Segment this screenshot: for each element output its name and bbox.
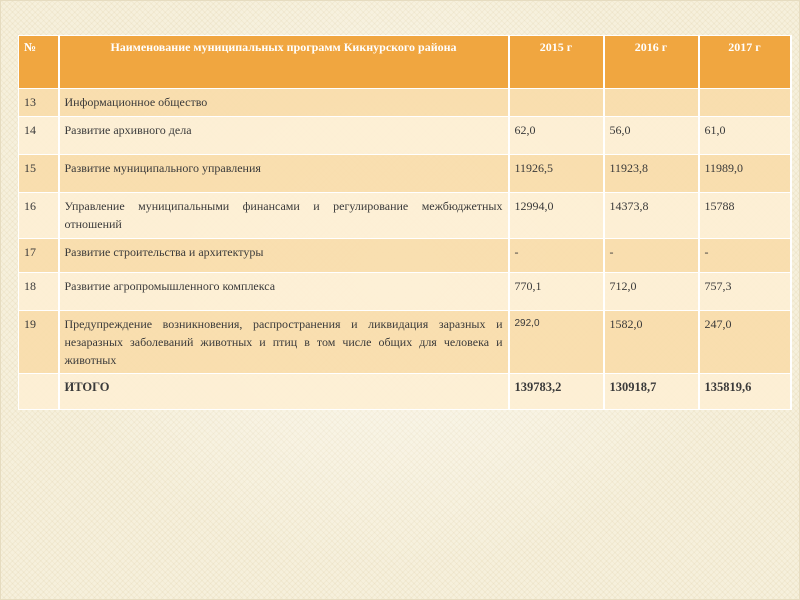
value-2015: 62,0	[509, 117, 604, 155]
value-2015: -	[509, 239, 604, 273]
program-name: Развитие агропромышленного комплекса	[59, 273, 509, 311]
total-2017: 135819,6	[699, 374, 791, 410]
value-2016	[604, 89, 699, 117]
total-label: ИТОГО	[59, 374, 509, 410]
value-2016: 11923,8	[604, 155, 699, 193]
value-2015: 11926,5	[509, 155, 604, 193]
value-2015: 12994,0	[509, 193, 604, 239]
table-row	[19, 89, 791, 117]
program-name: Развитие строительства и архитектуры	[59, 239, 509, 273]
table-row	[19, 273, 791, 311]
program-name: Предупреждение возникновения, распространения и ликвидация заразных и незаразных заболеваний животных и птиц в том числе общих для человека и животных	[59, 311, 509, 374]
value-2017: 247,0	[699, 311, 791, 374]
row-number: 13	[19, 89, 59, 117]
row-number: 14	[19, 117, 59, 155]
table-row	[19, 117, 791, 155]
total-2015: 139783,2	[509, 374, 604, 410]
row-number: 18	[19, 273, 59, 311]
table-row	[19, 311, 791, 374]
row-number: 15	[19, 155, 59, 193]
row-number: 17	[19, 239, 59, 273]
program-name: Развитие архивного дела	[59, 117, 509, 155]
value-2017: 11989,0	[699, 155, 791, 193]
row-number: 16	[19, 193, 59, 239]
value-2016: 1582,0	[604, 311, 699, 374]
program-name: Информационное общество	[59, 89, 509, 117]
table-header-row	[19, 36, 791, 89]
value-2017: -	[699, 239, 791, 273]
value-2016: 712,0	[604, 273, 699, 311]
header-program-name: Наименование муниципальных программ Кикнурского района	[59, 36, 509, 89]
programs-table	[18, 35, 792, 410]
table-row	[19, 193, 791, 239]
total-number	[19, 374, 59, 410]
program-name: Развитие муниципального управления	[59, 155, 509, 193]
value-2016: 14373,8	[604, 193, 699, 239]
value-2017: 15788	[699, 193, 791, 239]
value-2017: 757,3	[699, 273, 791, 311]
value-2015	[509, 89, 604, 117]
table-row	[19, 239, 791, 273]
header-year-2016: 2016 г	[604, 36, 699, 89]
value-2016: 56,0	[604, 117, 699, 155]
table-body	[19, 89, 791, 410]
header-number: №	[19, 36, 59, 89]
header-year-2015: 2015 г	[509, 36, 604, 89]
row-number: 19	[19, 311, 59, 374]
program-name: Управление муниципальными финансами и регулирование межбюджетных отношений	[59, 193, 509, 239]
table-row	[19, 155, 791, 193]
total-2016: 130918,7	[604, 374, 699, 410]
value-2017: 61,0	[699, 117, 791, 155]
total-row	[19, 374, 791, 410]
value-2016: -	[604, 239, 699, 273]
value-2015: 292,0	[509, 311, 604, 374]
value-2015: 770,1	[509, 273, 604, 311]
header-year-2017: 2017 г	[699, 36, 791, 89]
value-2017	[699, 89, 791, 117]
